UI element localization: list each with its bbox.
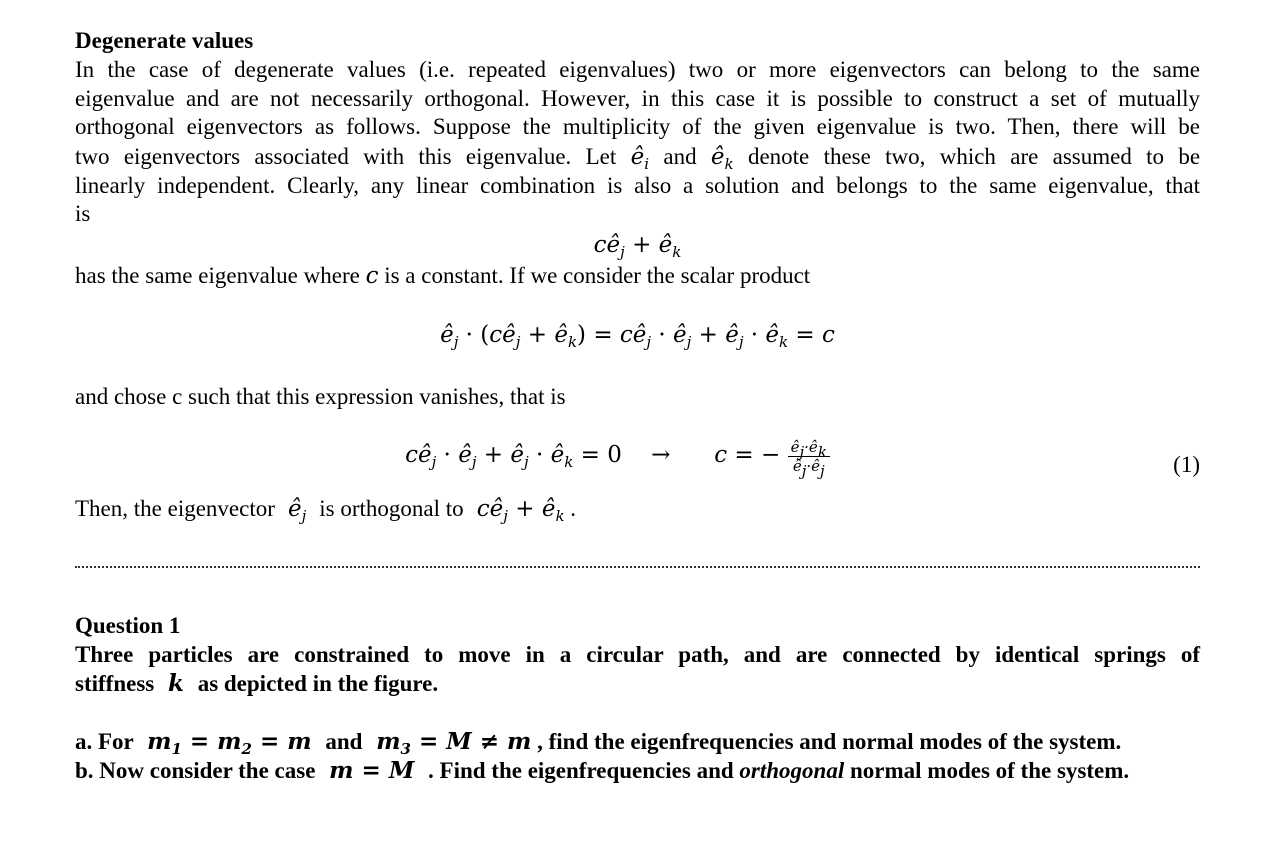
section-heading: Degenerate values	[75, 28, 254, 53]
equation-scalar-product: $ê_j$ · ($cê_j$ + $ê_k$) = $cê_j$ · $ê_j$ + $ê_j$ · $ê_k = c$	[440, 322, 835, 351]
paragraph-line: is	[75, 201, 91, 226]
math-c: c	[365, 263, 379, 289]
paragraph-line: eigenvalue and are not necessarily orthogonal. However, in this case it is possible to construct a set of mutually	[75, 86, 1200, 111]
dotted-separator	[75, 566, 1200, 568]
math-e-k: $ê_k$	[710, 144, 734, 173]
question-part-a: a. For $m_1 = m_2 = m$ and $m_3 = M \ne m$ , find the eigenfrequencies and normal modes of the system.	[75, 728, 1122, 758]
question-line: Three particles are constrained to move in a circular path, and are connected by identical springs of	[75, 642, 1200, 667]
paragraph-line: Then, the eigenvector $ê_j$ is orthogonal to $cê_j$ + $ê_k$ .	[75, 496, 577, 525]
paragraph-line: two eigenvectors associated with this eigenvalue. Let $ê_i$ and $ê_k$ denote these two, which are assumed to be	[75, 144, 1201, 173]
paragraph-line: and chose c such that this expression vanishes, that is	[75, 384, 566, 409]
equation-number: (1)	[1173, 452, 1200, 477]
paragraph-line: has the same eigenvalue where c is a constant. If we consider the scalar product	[75, 263, 811, 289]
paragraph-line: linearly independent. Clearly, any linear combination is also a solution and belongs to the same eigenvalue, that	[75, 173, 1200, 198]
paragraph-line: In the case of degenerate values (i.e. repeated eigenvalues) two or more eigenvectors can belong to the same	[75, 57, 1200, 82]
paragraph-line: orthogonal eigenvectors as follows. Suppose the multiplicity of the given eigenvalue is two. Then, there will be	[75, 114, 1200, 139]
equation-1: $cê_j$ · $ê_j$ + $ê_j$ · $ê_k = 0$ → c = − $\frac{ê_j\cdot ê_k}{ê_j\cdot ê_j}$	[75, 438, 1200, 475]
equation-linear-combination: $cê_j$ + $ê_k$	[593, 232, 682, 261]
question-line: stiffness k as depicted in the figure.	[75, 670, 439, 697]
question-part-b: b. Now consider the case m = M . Find the eigenfrequencies and orthogonal normal modes of the system.	[75, 757, 1130, 784]
math-e-i: $ê_i$	[630, 144, 650, 173]
question-title: Question 1	[75, 613, 181, 638]
